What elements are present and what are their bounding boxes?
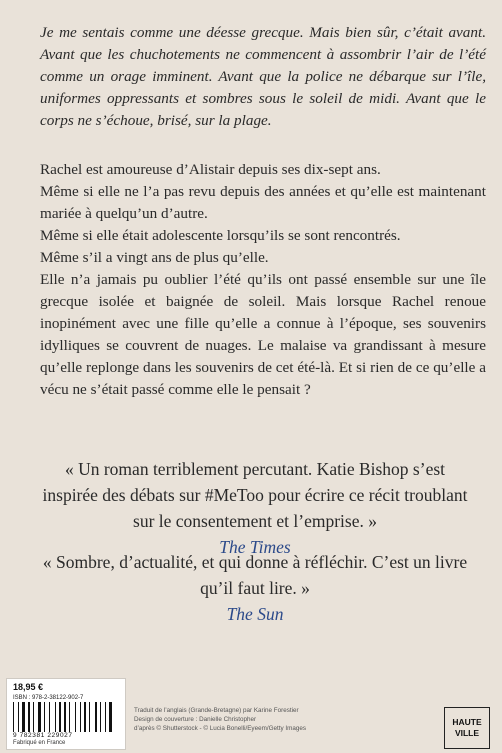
press-quote-1 <box>40 456 470 560</box>
press-quote-2-text: « Sombre, d’actualité, et qui donne à réfléchir. C’est un livre qu’il faut lire. » <box>42 552 468 598</box>
barcode-stripe <box>31 702 32 732</box>
barcode-stripe <box>75 702 76 732</box>
barcode-stripe <box>46 702 48 732</box>
barcode-stripe <box>57 702 58 732</box>
isbn-label: ISBN : 978-2-38122-902-7 <box>13 695 84 701</box>
barcode-stripe <box>113 702 114 732</box>
summary <box>40 159 486 401</box>
summary-paragraph-5: Elle n’a jamais pu oublier l’été qu’ils ont passé ensemble sur une île grecque isolée et baignée de soleil. Mais lorsque Rachel renoue inopinément avec une fille qu’elle a connue à l’époque, ses souvenirs idylliques se couvrent de nuages. Le malaise va grandissant à mesure qu’elle replonge dans les souvenirs de cet été-là. Et si rien de ce qu’elle a vécu ne s’était passé comme elle le pensait ? <box>40 271 486 398</box>
barcode-stripe <box>62 702 63 732</box>
barcode-stripe <box>69 702 70 732</box>
barcode-stripe <box>22 702 25 732</box>
barcode-stripe <box>35 702 37 732</box>
barcode-stripe <box>18 702 19 732</box>
barcode <box>13 702 117 732</box>
barcode-stripe <box>55 702 56 732</box>
barcode-stripe <box>15 702 17 732</box>
barcode-stripe <box>26 702 27 732</box>
credits <box>134 706 424 733</box>
barcode-stripe <box>91 702 94 732</box>
barcode-stripe <box>107 702 108 732</box>
barcode-stripe <box>44 702 45 732</box>
barcode-stripe <box>13 702 14 732</box>
barcode-stripe <box>33 702 34 732</box>
publisher-logo-line1: HAUTE <box>452 717 482 727</box>
barcode-stripe <box>82 702 83 732</box>
barcode-stripe <box>105 702 106 732</box>
intro-text: Je me sentais comme une déesse grecque. Mais bien sûr, c’était avant. Avant que les chuchotements ne commencent à assombrir l’air de l’été comme un orage imminent. Avant que la police ne débarque sur l’île, uniformes oppressants et sombres sous le soleil de midi. Avant que le corps ne s’échoue, brisé, sur la plage. <box>40 24 486 129</box>
summary-paragraph-1: Rachel est amoureuse d’Alistair depuis ses dix-sept ans. <box>40 161 381 178</box>
publisher-logo-line2: VILLE <box>454 728 480 738</box>
publisher-logo <box>444 707 490 749</box>
summary-paragraph-2: Même si elle ne l’a pas revu depuis des années et qu’elle est maintenant mariée à quelqu’un d’autre. <box>40 183 486 222</box>
barcode-stripe <box>49 702 50 732</box>
intro-excerpt <box>40 22 486 132</box>
barcode-stripe <box>89 702 90 732</box>
barcode-stripe <box>95 702 97 732</box>
barcode-stripe <box>77 702 79 732</box>
barcode-stripe <box>64 702 66 732</box>
barcode-stripe <box>51 702 54 732</box>
press-quote-1-source: The Times <box>219 537 291 557</box>
press-quote-1-text: « Un roman terriblement percutant. Katie Bishop s’est inspirée des débats sur #MeToo pour écrire ce récit troublant sur le consentement et l’emprise. » <box>42 459 468 531</box>
barcode-stripe <box>87 702 88 732</box>
barcode-stripe <box>59 702 61 732</box>
credit-translation: Traduit de l’anglais (Grande-Bretagne) par Karine Forestier <box>134 707 299 714</box>
barcode-stripe <box>28 702 30 732</box>
credit-cover-design: Design de couverture : Danielle Christopher <box>134 716 257 723</box>
summary-paragraph-4: Même s’il a vingt ans de plus qu’elle. <box>40 249 269 266</box>
barcode-stripe <box>100 702 101 732</box>
made-in-label: Fabriqué en France <box>13 740 66 746</box>
barcode-stripe <box>98 702 99 732</box>
barcode-stripe <box>80 702 81 732</box>
barcode-stripe <box>84 702 86 732</box>
price-label: 18,95 € <box>13 682 44 692</box>
summary-paragraph-3: Même si elle était adolescente lorsqu’ils se sont rencontrés. <box>40 227 401 244</box>
press-quote-2-source: The Sun <box>226 604 284 624</box>
barcode-stripe <box>109 702 112 732</box>
barcode-stripe <box>67 702 68 732</box>
credit-photo: d’après © Shutterstock - © Lucia Bonelli/Eyeem/Getty Images <box>134 725 307 732</box>
barcode-stripe <box>71 702 74 732</box>
ean-number: 9 782381 229027 <box>13 732 73 739</box>
press-quote-2 <box>40 549 470 627</box>
barcode-stripe <box>42 702 43 732</box>
barcode-stripe <box>38 702 41 732</box>
barcode-panel <box>6 678 126 750</box>
barcode-stripe <box>20 702 21 732</box>
barcode-stripe <box>102 702 104 732</box>
